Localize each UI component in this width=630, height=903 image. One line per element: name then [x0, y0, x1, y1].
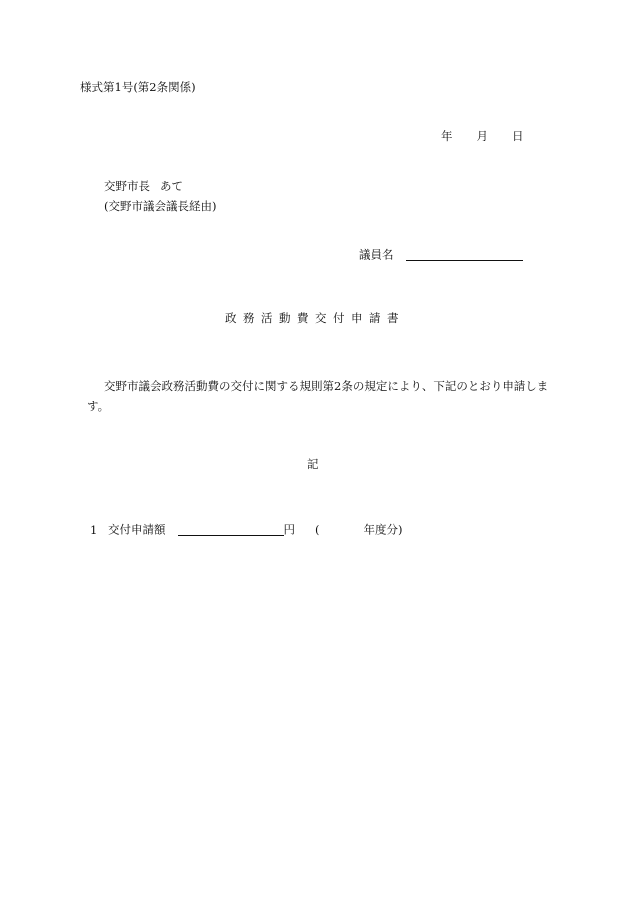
member-name-blank [406, 248, 523, 261]
item-paren-open: ( [315, 522, 320, 537]
date-line [441, 131, 524, 143]
amount-blank [178, 523, 284, 536]
member-line [359, 248, 523, 261]
addressee-via: (交野市議会議長経由) [104, 199, 217, 213]
item-number: 1 [90, 522, 98, 537]
addressee-suffix: あて [160, 179, 183, 193]
date-month-label: 月 [476, 129, 488, 143]
member-label: 議員名 [359, 247, 394, 262]
form-number: 様式第1号(第2条関係) [80, 80, 196, 94]
addressee [104, 181, 183, 193]
date-year-label: 年 [441, 129, 453, 143]
list-item [90, 523, 403, 536]
ki-heading: 記 [307, 457, 319, 471]
date-day-label: 日 [512, 129, 524, 143]
body-text: 交野市議会政務活動費の交付に関する規則第2条の規定により、下記のとおり申請します。 [87, 379, 549, 413]
item-unit: 円 [283, 522, 295, 537]
item-year-suffix: 年度分) [363, 522, 403, 537]
addressee-name: 交野市長 [104, 179, 150, 193]
document-title: 政務活動費交付申請書 [225, 311, 405, 325]
item-label: 交付申請額 [108, 522, 166, 537]
